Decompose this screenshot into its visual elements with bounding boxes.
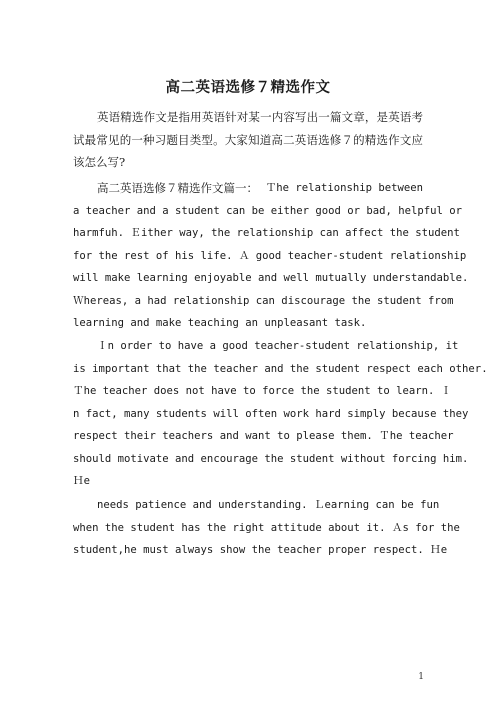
essay-line-1-6: Ｗhereas, a had relationship can discourage the student from	[73, 294, 454, 307]
essay-line-1-3: harmfuh. Ｅither way, the relationship can affect the student	[73, 227, 460, 239]
essay-line-3-2: when the student has the right attitude about it. Ａs for the	[73, 521, 460, 534]
essay-line-text: Ｔhe relationship between	[265, 182, 423, 194]
essay-line-1-7: learning and make teaching an unpleasant task.	[73, 317, 367, 329]
page-number: 1	[418, 672, 424, 682]
essay-line-2-1: Ｉn order to have a good teacher-student relationship, it	[97, 340, 459, 352]
document-title: 高二英语选修７精选作文	[165, 80, 331, 96]
essay-line-3-3: student,he must always show the teacher proper respect. Ｈe	[73, 544, 448, 556]
intro-paragraph: 英语精选作文是指用英语针对某一内容写出一篇文章，是英语考试最常见的一种习题目类型。大家知道高二英语选修７的精选作文应该怎么写?	[73, 110, 423, 169]
essay-line-2-6: should motivate and encourage the student without forcing him.	[73, 452, 469, 465]
essay-line-2-4: n fact, many students will often work hard simply because they	[73, 407, 469, 420]
essay-paragraph-2	[73, 335, 488, 493]
essay-line-1-2: a teacher and a student can be either good or bad, helpful or	[73, 204, 463, 217]
essay-paragraph-3	[73, 494, 460, 562]
essay-line-1-1	[73, 177, 423, 200]
essay-line-3-1: needs patience and understanding. Ｌearning can be fun	[97, 499, 440, 511]
essay-line-2-7: Ｈe	[73, 475, 90, 487]
essay-line-1-5: will make learning enjoyable and well mutually understandable.	[73, 272, 469, 284]
essay-line-2-5: respect their teachers and want to please them. Ｔhe teacher	[73, 430, 454, 442]
essay-line-2-2: is important that the teacher and the student respect each other.	[73, 362, 488, 375]
essay-lead: 高二英语选修７精选作文篇一：	[97, 181, 258, 195]
essay-paragraph-1	[73, 177, 469, 335]
essay-line-2-3: Ｔhe teacher does not have to force the student to learn. Ｉ	[73, 385, 452, 397]
essay-line-1-4: for the rest of his life. Ａ good teacher-student relationship	[73, 249, 467, 262]
